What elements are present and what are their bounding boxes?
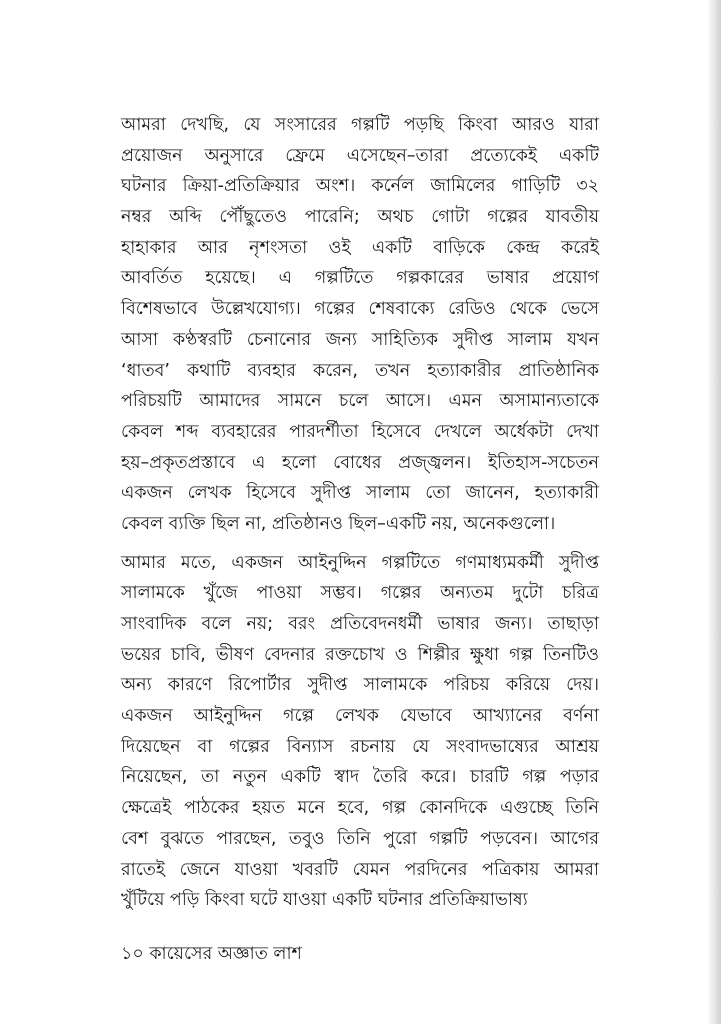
text-line: দিয়েছেন বা গল্পের বিন্যাস রচনায় যে সংবাদভাষ্যের আশ্রয় <box>121 736 599 757</box>
paragraph-1 <box>121 110 599 540</box>
text-line: আমার মতে, একজন আইনুদ্দিন গল্পটিতে গণমাধ্যমকর্মী সুদীপ্ত <box>121 552 599 573</box>
page-footer <box>121 941 302 970</box>
text-line: রাতেই জেনে যাওয়া খবরটি যেমন পরদিনের পত্রিকায় আমরা <box>121 859 599 880</box>
text-line: কেবল ব্যক্তি ছিল না, প্রতিষ্ঠানও ছিল–একটি নয়, অনেকগুলো। <box>121 513 556 534</box>
text-line: হয়–প্রকৃতপ্রস্তাবে এ হলো বোধের প্রজ্জ্বলন। ইতিহাস-সচেতন <box>121 452 599 473</box>
text-line: একজন আইনুদ্দিন গল্পে লেখক যেভাবে আখ্যানের বর্ণনা <box>121 706 599 727</box>
text-line: হাহাকার আর নৃশংসতা ওই একটি বাড়িকে কেন্দ্র করেই <box>121 237 599 258</box>
text-line: অন্য কারণে রিপোর্টার সুদীপ্ত সালামকে পরিচয় করিয়ে দেয়। <box>121 675 599 696</box>
text-line: খুঁটিয়ে পড়ি কিংবা ঘটে যাওয়া একটি ঘটনার প্রতিক্রিয়াভাষ্য <box>121 890 528 911</box>
text-line: সাংবাদিক বলে নয়; বরং প্রতিবেদনধর্মী ভাষার জন্য। তাছাড়া <box>121 614 599 634</box>
running-title: কায়েসের অজ্ঞাত লাশ <box>149 944 302 964</box>
text-line: বেশ বুঝতে পারছেন, তবুও তিনি পুরো গল্পটি পড়বেন। আগের <box>121 828 599 849</box>
text-line: আসা কণ্ঠস্বরটি চেনানোর জন্য সাহিত্যিক সুদীপ্ত সালাম যখন <box>121 329 599 350</box>
paragraph-2 <box>121 548 599 916</box>
text-line: ঘটনার ক্রিয়া-প্রতিক্রিয়ার অংশ। কর্নেল জামিলের গাড়িটি ৩২ <box>121 176 599 197</box>
body-text <box>121 110 599 916</box>
text-line: সালামকে খুঁজে পাওয়া সম্ভব। গল্পের অন্যতম দুটো চরিত্র <box>121 583 599 604</box>
text-line: ভয়ের চাবি, ভীষণ বেদনার রক্তচোখ ও শিল্পীর ক্ষুধা গল্প তিনটিও <box>121 644 599 665</box>
text-line: কেবল শব্দ ব্যবহারের পারদর্শীতা হিসেবে দেখলে অর্ধেকটা দেখা <box>121 421 599 442</box>
text-line: আমরা দেখছি, যে সংসারের গল্পটি পড়ছি কিংবা আরও যারা <box>121 115 599 135</box>
text-line: একজন লেখক হিসেবে সুদীপ্ত সালাম তো জানেন, হত্যাকারী <box>121 483 599 504</box>
text-line: বিশেষভাবে উল্লেখযোগ্য। গল্পের শেষবাক্যে রেডিও থেকে ভেসে <box>121 299 599 320</box>
text-line: ‘ধাতব’ কথাটি ব্যবহার করেন, তখন হত্যাকারীর প্রাতিষ্ঠানিক <box>121 360 599 381</box>
text-line: পরিচয়টি আমাদের সামনে চলে আসে। এমন অসামান্যতাকে <box>121 391 599 412</box>
page-edge-shadow <box>707 0 721 1024</box>
text-line: নিয়েছেন, তা নতুন একটি স্বাদ তৈরি করে। চারটি গল্প পড়ার <box>121 767 599 788</box>
text-line: নম্বর অব্দি পৌঁছুতেও পারেনি; অথচ গোটা গল্পের যাবতীয় <box>121 207 599 228</box>
text-line: ক্ষেত্রেই পাঠকের হয়ত মনে হবে, গল্প কোনদিকে এগুচ্ছে তিনি <box>121 798 599 819</box>
text-line: আবর্তিত হয়েছে। এ গল্পটিতে গল্পকারের ভাষার প্রয়োগ <box>121 268 599 289</box>
page-number: ১০ <box>121 944 144 964</box>
text-line: প্রয়োজন অনুসারে ফ্রেমে এসেছেন–তারা প্রত্যেকেই একটি <box>121 145 599 166</box>
